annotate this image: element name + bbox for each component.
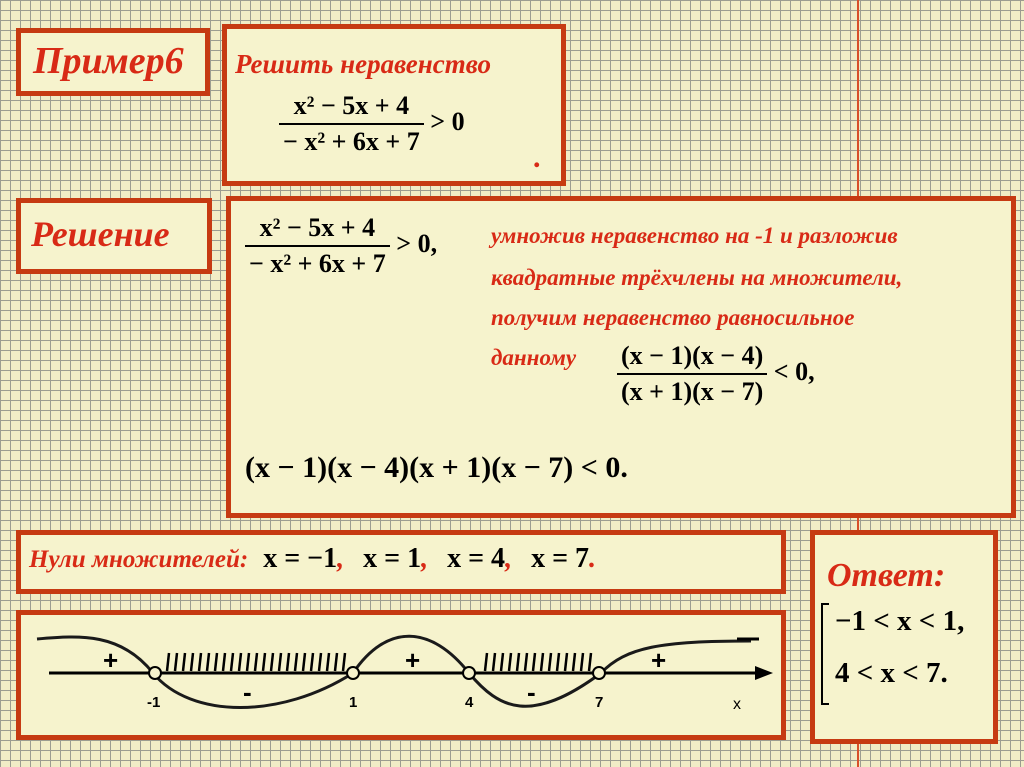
solution-inequality-2 [617,341,815,407]
task-dot: . [533,141,541,174]
fraction-bar [279,123,424,125]
task-inequality [279,91,465,157]
solution-inequality-1 [245,213,437,279]
solution-inequality-3: (x − 1)(x − 4)(x + 1)(x − 7) < 0. [245,451,628,484]
label-7: 7 [595,694,604,711]
fraction-bar [617,373,767,375]
answer-title: Ответ: [827,557,946,594]
answer-line1: −1 < x < 1, [835,605,965,637]
zero-1: x = −1 [263,543,338,574]
task-denominator: − x² + 6x + 7 [283,127,420,156]
ineq1-fraction [245,213,390,279]
zeros-label: Нули множителей: [29,546,249,573]
fraction-bar [245,245,390,247]
point-4 [463,667,475,679]
solution-box [226,196,1016,518]
ineq2-numerator: (x − 1)(x − 4) [621,341,764,370]
zero-3: x = 4 [447,543,506,574]
sign-1: + [103,645,119,675]
ineq1-numerator: x² − 5x + 4 [259,213,376,242]
label-1: 1 [349,694,358,711]
solution-title: Решение [31,214,170,254]
task-fraction [279,91,424,157]
solution-text-line3: получим неравенство равносильное [491,305,855,330]
example-box [16,28,210,96]
ineq2-fraction [617,341,767,407]
number-line-box [16,610,786,740]
zero-4: x = 7 [531,543,590,574]
zero-sep-1: , [337,543,345,574]
zeros-box [16,530,786,594]
solution-text-line1: умножив неравенство на -1 и разложив [491,223,898,248]
zero-sep-3: , [505,543,513,574]
point-minus1 [149,667,161,679]
point-7 [593,667,605,679]
answer-bracket [821,603,829,705]
solution-text-line4: данному [491,345,577,370]
sign-5: + [651,645,667,675]
sign-3: + [405,645,421,675]
sign-2: - [243,677,252,707]
task-relation: > 0 [430,106,465,136]
task-title: Решить неравенство [235,49,491,79]
ineq2-relation: < 0, [773,356,815,386]
zero-sep-2: , [421,543,429,574]
axis-label-x: x [733,696,741,713]
axis-arrow-icon [755,666,773,680]
hatching-right [485,653,591,671]
answer-line2: 4 < x < 7. [835,657,948,689]
answer-box [810,530,998,744]
zeros-line [29,543,596,575]
sign-4: - [527,677,536,707]
zero-end: . [589,543,597,574]
ineq1-denominator: − x² + 6x + 7 [249,249,386,278]
zero-2: x = 1 [363,543,422,574]
task-box [222,24,566,186]
solution-title-box [16,198,212,274]
hatching-left [167,653,345,671]
ineq1-relation: > 0, [396,228,438,258]
task-numerator: x² − 5x + 4 [293,91,410,120]
solution-text-line2: квадратные трёхчлены на множители, [491,265,903,290]
label-4: 4 [465,694,474,711]
ineq2-denominator: (x + 1)(x − 7) [621,377,764,406]
example-title: Пример6 [33,40,184,82]
label-minus1: -1 [147,694,161,711]
point-1 [347,667,359,679]
number-line-diagram [21,615,781,735]
